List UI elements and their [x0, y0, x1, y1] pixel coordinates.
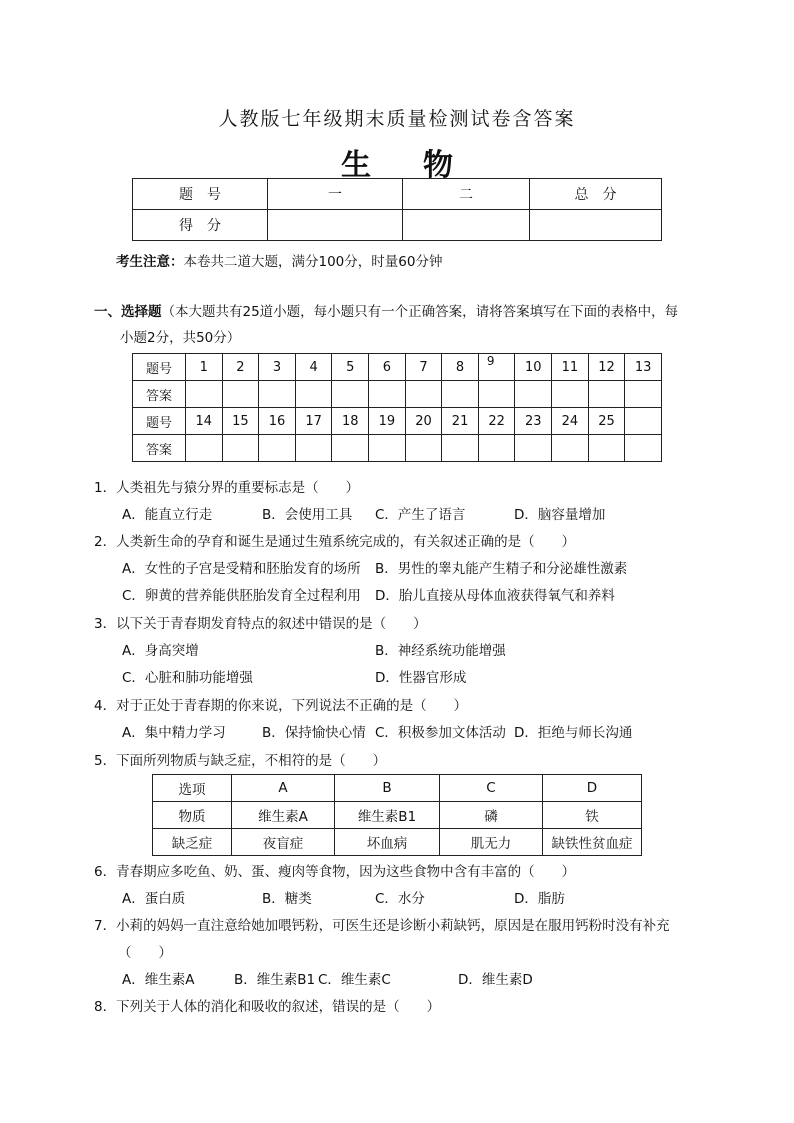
- answer-cell[interactable]: [295, 381, 332, 408]
- option: B．糖类: [262, 891, 312, 907]
- answer-cell[interactable]: [478, 381, 515, 408]
- score-row-label: 得 分: [133, 210, 268, 241]
- question-number-cell: 15: [222, 408, 259, 435]
- question-number-cell: 8: [442, 354, 479, 381]
- option: A．维生素A: [122, 972, 195, 988]
- vitamin-header: D: [543, 775, 642, 802]
- score-cell[interactable]: [403, 210, 530, 241]
- answer-cell[interactable]: [515, 381, 552, 408]
- answer-cell[interactable]: [442, 435, 479, 462]
- option: C．积极参加文体活动: [375, 725, 506, 741]
- question-number-cell: 3: [259, 354, 296, 381]
- question-number-cell: 21: [442, 408, 479, 435]
- option: C．产生了语言: [375, 507, 466, 523]
- answer-cell[interactable]: [332, 435, 369, 462]
- question-number-cell: 14: [186, 408, 223, 435]
- answer-cell[interactable]: [259, 435, 296, 462]
- question-number-cell: 9: [478, 354, 515, 381]
- question-stem: 4．对于正处于青春期的你来说，下列说法不正确的是（ ）: [94, 698, 468, 714]
- answer-cell[interactable]: [259, 381, 296, 408]
- answer-grid-label: 答案: [133, 381, 186, 408]
- answer-cell[interactable]: [625, 381, 662, 408]
- question-number-cell: 11: [552, 354, 589, 381]
- option: C．心脏和肺功能增强: [122, 670, 253, 686]
- question-number-cell: 7: [405, 354, 442, 381]
- answer-grid: [132, 353, 662, 462]
- vitamin-header: 选项: [153, 775, 232, 802]
- answer-cell[interactable]: [552, 435, 589, 462]
- option: D．脂肪: [514, 891, 565, 907]
- vitamin-header: A: [232, 775, 335, 802]
- question-number-cell: 1: [186, 354, 223, 381]
- question-number-cell: 20: [405, 408, 442, 435]
- answer-cell[interactable]: [625, 435, 662, 462]
- vitamin-cell: 物质: [153, 802, 232, 829]
- vitamin-cell: 维生素B1: [335, 802, 440, 829]
- option: A．身高突增: [122, 643, 199, 659]
- answer-cell[interactable]: [405, 435, 442, 462]
- question-stem: 8．下列关于人体的消化和吸收的叙述，错误的是（ ）: [94, 999, 441, 1015]
- option: A．女性的子宫是受精和胚胎发育的场所: [122, 561, 361, 577]
- vitamin-cell: 缺铁性贫血症: [543, 829, 642, 856]
- notice-label: 考生注意：: [116, 254, 184, 270]
- score-table: [132, 178, 662, 241]
- answer-cell[interactable]: [515, 435, 552, 462]
- option: B．保持愉快心情: [262, 725, 366, 741]
- option: A．蛋白质: [122, 891, 186, 907]
- option: D．脑容量增加: [514, 507, 606, 523]
- option: A．能直立行走: [122, 507, 213, 523]
- score-cell[interactable]: [530, 210, 662, 241]
- answer-cell[interactable]: [588, 435, 625, 462]
- exam-title: 人教版七年级期末质量检测试卷含答案: [218, 108, 576, 130]
- question-stem-cont: （ ）: [118, 945, 172, 961]
- option: B．会使用工具: [262, 507, 353, 523]
- answer-grid-label: 答案: [133, 435, 186, 462]
- vitamin-table: [152, 774, 642, 856]
- section-desc-2: 小题2分，共50分）: [120, 330, 241, 346]
- score-header-cell: 二: [403, 179, 530, 210]
- answer-cell[interactable]: [222, 381, 259, 408]
- answer-grid-label: 题号: [133, 354, 186, 381]
- answer-cell[interactable]: [552, 381, 589, 408]
- option: D．性器官形成: [375, 670, 467, 686]
- score-cell[interactable]: [268, 210, 403, 241]
- option: C．水分: [375, 891, 425, 907]
- option: D．维生素D: [458, 972, 533, 988]
- score-header-cell: 一: [268, 179, 403, 210]
- answer-cell[interactable]: [588, 381, 625, 408]
- notice-text: 本卷共二道大题，满分100分，时量60分钟: [183, 254, 443, 270]
- question-number-cell: 2: [222, 354, 259, 381]
- answer-cell[interactable]: [478, 435, 515, 462]
- answer-cell[interactable]: [295, 435, 332, 462]
- question-number-cell: 19: [369, 408, 406, 435]
- question-stem: 6．青春期应多吃鱼、奶、蛋、瘦肉等食物，因为这些食物中含有丰富的（ ）: [94, 864, 576, 880]
- question-stem: 1．人类祖先与猿分界的重要标志是（ ）: [94, 480, 360, 496]
- question-number-cell: 24: [552, 408, 589, 435]
- question-number-cell: 4: [295, 354, 332, 381]
- question-stem: 7．小莉的妈妈一直注意给她加喂钙粉，可医生还是诊断小莉缺钙，原因是在服用钙粉时没有补充: [94, 918, 670, 934]
- section-heading: 一、选择题: [94, 304, 162, 320]
- vitamin-cell: 维生素A: [232, 802, 335, 829]
- subject-char-2: 物: [423, 148, 453, 183]
- question-number-cell: 18: [332, 408, 369, 435]
- vitamin-cell: 缺乏症: [153, 829, 232, 856]
- section-desc-1: （本大题共有25道小题，每小题只有一个正确答案，请将答案填写在下面的表格中，每: [161, 304, 679, 320]
- vitamin-header: B: [335, 775, 440, 802]
- answer-cell[interactable]: [186, 381, 223, 408]
- option: C．维生素C: [318, 972, 391, 988]
- question-stem: 5．下面所列物质与缺乏症，不相符的是（ ）: [94, 753, 387, 769]
- question-number-cell: 5: [332, 354, 369, 381]
- question-number-cell: 16: [259, 408, 296, 435]
- score-header-cell: 总 分: [530, 179, 662, 210]
- option: B．男性的睾丸能产生精子和分泌雄性激素: [375, 561, 628, 577]
- answer-cell[interactable]: [369, 435, 406, 462]
- question-number-cell: 13: [625, 354, 662, 381]
- answer-cell[interactable]: [405, 381, 442, 408]
- option: B．维生素B1: [234, 972, 316, 988]
- option: A．集中精力学习: [122, 725, 226, 741]
- question-number-cell: 22: [478, 408, 515, 435]
- question-number-cell: 23: [515, 408, 552, 435]
- question-number-cell: 10: [515, 354, 552, 381]
- vitamin-cell: 坏血病: [335, 829, 440, 856]
- vitamin-cell: 肌无力: [440, 829, 543, 856]
- vitamin-header: C: [440, 775, 543, 802]
- answer-grid-label: 题号: [133, 408, 186, 435]
- subject-char-1: 生: [341, 148, 371, 183]
- question-number-cell: 17: [295, 408, 332, 435]
- option: B．神经系统功能增强: [375, 643, 506, 659]
- answer-cell[interactable]: [186, 435, 223, 462]
- question-number-cell: 6: [369, 354, 406, 381]
- question-stem: 3．以下关于青春期发育特点的叙述中错误的是（ ）: [94, 616, 427, 632]
- answer-cell[interactable]: [332, 381, 369, 408]
- vitamin-cell: 夜盲症: [232, 829, 335, 856]
- vitamin-cell: 磷: [440, 802, 543, 829]
- option: D．拒绝与师长沟通: [514, 725, 633, 741]
- answer-cell[interactable]: [442, 381, 479, 408]
- answer-cell[interactable]: [369, 381, 406, 408]
- exam-notice: [116, 250, 442, 270]
- answer-cell[interactable]: [222, 435, 259, 462]
- question-number-cell: [625, 408, 662, 435]
- question-number-cell: 25: [588, 408, 625, 435]
- section-heading-line: [94, 300, 678, 320]
- option: D．胎儿直接从母体血液获得氧气和养料: [375, 588, 615, 604]
- vitamin-cell: 铁: [543, 802, 642, 829]
- score-header-cell: 题 号: [133, 179, 268, 210]
- question-stem: 2．人类新生命的孕育和诞生是通过生殖系统完成的，有关叙述正确的是（ ）: [94, 534, 576, 550]
- question-number-cell: 12: [588, 354, 625, 381]
- option: C．卵黄的营养能供胚胎发育全过程利用: [122, 588, 361, 604]
